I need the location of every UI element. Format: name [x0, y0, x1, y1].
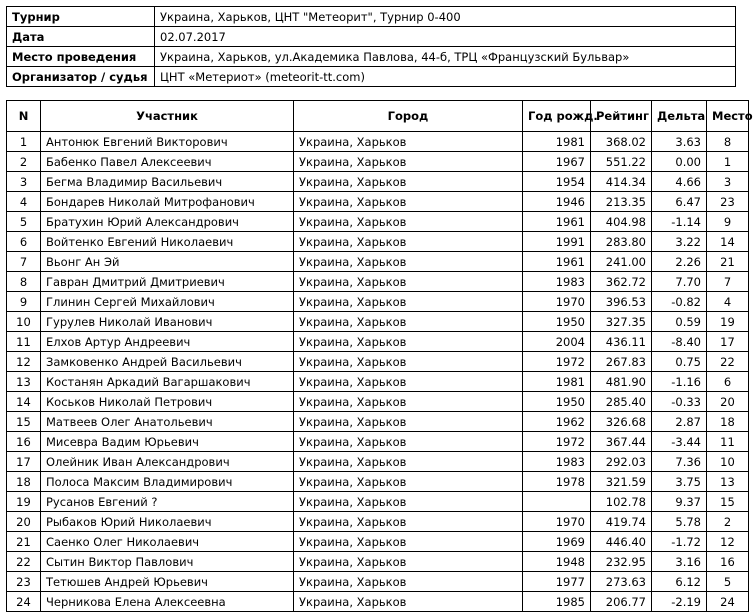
place-cell: 9 [707, 212, 749, 232]
city-cell: Украина, Харьков [294, 592, 523, 612]
delta-cell: -1.14 [652, 212, 707, 232]
birth-year-cell: 1983 [523, 452, 591, 472]
birth-year-cell: 1946 [523, 192, 591, 212]
city-cell: Украина, Харьков [294, 432, 523, 452]
table-header-row [7, 101, 749, 132]
rating-cell: 368.02 [591, 132, 652, 152]
rating-cell: 396.53 [591, 292, 652, 312]
col-header-birth-year: Год рожд. [523, 101, 591, 132]
delta-cell: 3.63 [652, 132, 707, 152]
participant-name-cell: Гурулев Николай Иванович [41, 312, 294, 332]
rating-cell: 436.11 [591, 332, 652, 352]
delta-cell: 6.47 [652, 192, 707, 212]
city-cell: Украина, Харьков [294, 212, 523, 232]
place-cell: 10 [707, 452, 749, 472]
rating-cell: 206.77 [591, 592, 652, 612]
city-cell: Украина, Харьков [294, 572, 523, 592]
table-row [7, 432, 749, 452]
birth-year-cell: 1991 [523, 232, 591, 252]
row-number-cell: 14 [7, 392, 41, 412]
rating-cell: 232.95 [591, 552, 652, 572]
col-header-delta: Дельта [652, 101, 707, 132]
rating-cell: 404.98 [591, 212, 652, 232]
rating-cell: 446.40 [591, 532, 652, 552]
participant-name-cell: Вьонг Ан Эй [41, 252, 294, 272]
city-cell: Украина, Харьков [294, 472, 523, 492]
birth-year-cell: 1950 [523, 312, 591, 332]
delta-cell: 3.16 [652, 552, 707, 572]
table-row [7, 192, 749, 212]
birth-year-cell: 1983 [523, 272, 591, 292]
place-cell: 7 [707, 272, 749, 292]
place-cell: 2 [707, 512, 749, 532]
info-label: Турнир [7, 7, 155, 27]
row-number-cell: 1 [7, 132, 41, 152]
row-number-cell: 19 [7, 492, 41, 512]
col-header-n: N [7, 101, 41, 132]
birth-year-cell: 1961 [523, 252, 591, 272]
place-cell: 13 [707, 472, 749, 492]
birth-year-cell [523, 492, 591, 512]
row-number-cell: 10 [7, 312, 41, 332]
city-cell: Украина, Харьков [294, 152, 523, 172]
delta-cell: -3.44 [652, 432, 707, 452]
table-row [7, 412, 749, 432]
participant-name-cell: Бондарев Николай Митрофанович [41, 192, 294, 212]
rating-cell: 285.40 [591, 392, 652, 412]
participant-name-cell: Тетюшев Андрей Юрьевич [41, 572, 294, 592]
info-value: Украина, Харьков, ЦНТ "Метеорит", Турнир 0-400 [155, 7, 736, 27]
table-row [7, 572, 749, 592]
rating-cell: 283.80 [591, 232, 652, 252]
row-number-cell: 3 [7, 172, 41, 192]
participant-name-cell: Замковенко Андрей Васильевич [41, 352, 294, 372]
table-row [7, 352, 749, 372]
participant-name-cell: Войтенко Евгений Николаевич [41, 232, 294, 252]
row-number-cell: 7 [7, 252, 41, 272]
participant-name-cell: Саенко Олег Николаевич [41, 532, 294, 552]
city-cell: Украина, Харьков [294, 332, 523, 352]
participant-name-cell: Бабенко Павел Алексеевич [41, 152, 294, 172]
birth-year-cell: 1969 [523, 532, 591, 552]
rating-cell: 213.35 [591, 192, 652, 212]
birth-year-cell: 1961 [523, 212, 591, 232]
row-number-cell: 12 [7, 352, 41, 372]
city-cell: Украина, Харьков [294, 452, 523, 472]
rating-cell: 481.90 [591, 372, 652, 392]
city-cell: Украина, Харьков [294, 412, 523, 432]
row-number-cell: 20 [7, 512, 41, 532]
birth-year-cell: 1962 [523, 412, 591, 432]
city-cell: Украина, Харьков [294, 352, 523, 372]
rating-cell: 326.68 [591, 412, 652, 432]
info-value: Украина, Харьков, ул.Академика Павлова, 44-б, ТРЦ «Французский Бульвар» [155, 47, 736, 67]
participant-name-cell: Антонюк Евгений Викторович [41, 132, 294, 152]
participant-name-cell: Бегма Владимир Васильевич [41, 172, 294, 192]
city-cell: Украина, Харьков [294, 172, 523, 192]
participant-name-cell: Костанян Аркадий Вагаршакович [41, 372, 294, 392]
row-number-cell: 17 [7, 452, 41, 472]
delta-cell: 4.66 [652, 172, 707, 192]
table-row [7, 532, 749, 552]
place-cell: 14 [707, 232, 749, 252]
birth-year-cell: 1981 [523, 372, 591, 392]
col-header-city: Город [294, 101, 523, 132]
birth-year-cell: 1978 [523, 472, 591, 492]
participant-name-cell: Матвеев Олег Анатольевич [41, 412, 294, 432]
place-cell: 1 [707, 152, 749, 172]
city-cell: Украина, Харьков [294, 292, 523, 312]
table-row [7, 232, 749, 252]
info-label: Организатор / судья [7, 67, 155, 87]
row-number-cell: 21 [7, 532, 41, 552]
city-cell: Украина, Харьков [294, 232, 523, 252]
birth-year-cell: 1970 [523, 512, 591, 532]
place-cell: 4 [707, 292, 749, 312]
place-cell: 11 [707, 432, 749, 452]
city-cell: Украина, Харьков [294, 132, 523, 152]
col-header-place: Место [707, 101, 749, 132]
row-number-cell: 22 [7, 552, 41, 572]
delta-cell: 0.59 [652, 312, 707, 332]
birth-year-cell: 1972 [523, 432, 591, 452]
table-row [7, 152, 749, 172]
place-cell: 22 [707, 352, 749, 372]
place-cell: 6 [707, 372, 749, 392]
participant-name-cell: Рыбаков Юрий Николаевич [41, 512, 294, 532]
info-row-organizer [7, 67, 736, 87]
participant-name-cell: Елхов Артур Андреевич [41, 332, 294, 352]
delta-cell: 5.78 [652, 512, 707, 532]
rating-cell: 292.03 [591, 452, 652, 472]
participant-name-cell: Русанов Евгений ? [41, 492, 294, 512]
row-number-cell: 24 [7, 592, 41, 612]
row-number-cell: 18 [7, 472, 41, 492]
delta-cell: -0.82 [652, 292, 707, 312]
rating-cell: 327.35 [591, 312, 652, 332]
place-cell: 24 [707, 592, 749, 612]
table-row [7, 452, 749, 472]
table-row [7, 292, 749, 312]
birth-year-cell: 1954 [523, 172, 591, 192]
table-row [7, 272, 749, 292]
info-row-date [7, 27, 736, 47]
row-number-cell: 13 [7, 372, 41, 392]
birth-year-cell: 1981 [523, 132, 591, 152]
rating-cell: 367.44 [591, 432, 652, 452]
results-table [6, 100, 753, 612]
place-cell: 23 [707, 192, 749, 212]
row-number-cell: 16 [7, 432, 41, 452]
info-row-tournament [7, 7, 736, 27]
birth-year-cell: 1967 [523, 152, 591, 172]
delta-cell: 3.75 [652, 472, 707, 492]
place-cell: 15 [707, 492, 749, 512]
row-number-cell: 15 [7, 412, 41, 432]
table-row [7, 592, 749, 612]
rating-cell: 241.00 [591, 252, 652, 272]
rating-cell: 102.78 [591, 492, 652, 512]
delta-cell: 2.26 [652, 252, 707, 272]
participant-name-cell: Олейник Иван Александрович [41, 452, 294, 472]
participant-name-cell: Сытин Виктор Павлович [41, 552, 294, 572]
table-row [7, 552, 749, 572]
birth-year-cell: 1950 [523, 392, 591, 412]
birth-year-cell: 1970 [523, 292, 591, 312]
info-label: Место проведения [7, 47, 155, 67]
place-cell: 18 [707, 412, 749, 432]
delta-cell: -8.40 [652, 332, 707, 352]
table-row [7, 132, 749, 152]
row-number-cell: 11 [7, 332, 41, 352]
birth-year-cell: 1985 [523, 592, 591, 612]
table-row [7, 472, 749, 492]
participant-name-cell: Мисевра Вадим Юрьевич [41, 432, 294, 452]
tournament-info-table [6, 6, 736, 87]
table-row [7, 332, 749, 352]
delta-cell: 0.00 [652, 152, 707, 172]
row-number-cell: 8 [7, 272, 41, 292]
delta-cell: -0.33 [652, 392, 707, 412]
place-cell: 21 [707, 252, 749, 272]
city-cell: Украина, Харьков [294, 312, 523, 332]
participant-name-cell: Гавран Дмитрий Дмитриевич [41, 272, 294, 292]
place-cell: 5 [707, 572, 749, 592]
delta-cell: 3.22 [652, 232, 707, 252]
delta-cell: 9.37 [652, 492, 707, 512]
delta-cell: 7.70 [652, 272, 707, 292]
table-row [7, 312, 749, 332]
place-cell: 20 [707, 392, 749, 412]
place-cell: 12 [707, 532, 749, 552]
row-number-cell: 2 [7, 152, 41, 172]
city-cell: Украина, Харьков [294, 512, 523, 532]
participant-name-cell: Братухин Юрий Александрович [41, 212, 294, 232]
city-cell: Украина, Харьков [294, 272, 523, 292]
delta-cell: -2.19 [652, 592, 707, 612]
rating-cell: 419.74 [591, 512, 652, 532]
delta-cell: -1.16 [652, 372, 707, 392]
city-cell: Украина, Харьков [294, 532, 523, 552]
col-header-rating: Рейтинг [591, 101, 652, 132]
birth-year-cell: 1948 [523, 552, 591, 572]
delta-cell: 2.87 [652, 412, 707, 432]
rating-cell: 321.59 [591, 472, 652, 492]
birth-year-cell: 1972 [523, 352, 591, 372]
row-number-cell: 5 [7, 212, 41, 232]
table-row [7, 252, 749, 272]
place-cell: 19 [707, 312, 749, 332]
rating-cell: 414.34 [591, 172, 652, 192]
row-number-cell: 23 [7, 572, 41, 592]
birth-year-cell: 2004 [523, 332, 591, 352]
city-cell: Украина, Харьков [294, 552, 523, 572]
participant-name-cell: Черникова Елена Алексеевна [41, 592, 294, 612]
table-row [7, 492, 749, 512]
info-value: ЦНТ «Метериот» (meteorit-tt.com) [155, 67, 736, 87]
info-row-venue [7, 47, 736, 67]
delta-cell: 0.75 [652, 352, 707, 372]
row-number-cell: 6 [7, 232, 41, 252]
table-row [7, 212, 749, 232]
city-cell: Украина, Харьков [294, 492, 523, 512]
delta-cell: -1.72 [652, 532, 707, 552]
rating-cell: 362.72 [591, 272, 652, 292]
participant-name-cell: Глинин Сергей Михайлович [41, 292, 294, 312]
table-row [7, 392, 749, 412]
rating-cell: 273.63 [591, 572, 652, 592]
delta-cell: 7.36 [652, 452, 707, 472]
rating-cell: 267.83 [591, 352, 652, 372]
city-cell: Украина, Харьков [294, 192, 523, 212]
place-cell: 16 [707, 552, 749, 572]
delta-cell: 6.12 [652, 572, 707, 592]
table-row [7, 372, 749, 392]
info-label: Дата [7, 27, 155, 47]
city-cell: Украина, Харьков [294, 252, 523, 272]
birth-year-cell: 1977 [523, 572, 591, 592]
rating-cell: 551.22 [591, 152, 652, 172]
table-row [7, 512, 749, 532]
row-number-cell: 9 [7, 292, 41, 312]
city-cell: Украина, Харьков [294, 392, 523, 412]
table-row [7, 172, 749, 192]
participant-name-cell: Коськов Николай Петрович [41, 392, 294, 412]
city-cell: Украина, Харьков [294, 372, 523, 392]
col-header-participant: Участник [41, 101, 294, 132]
row-number-cell: 4 [7, 192, 41, 212]
place-cell: 17 [707, 332, 749, 352]
place-cell: 8 [707, 132, 749, 152]
info-value: 02.07.2017 [155, 27, 736, 47]
place-cell: 3 [707, 172, 749, 192]
participant-name-cell: Полоса Максим Владимирович [41, 472, 294, 492]
